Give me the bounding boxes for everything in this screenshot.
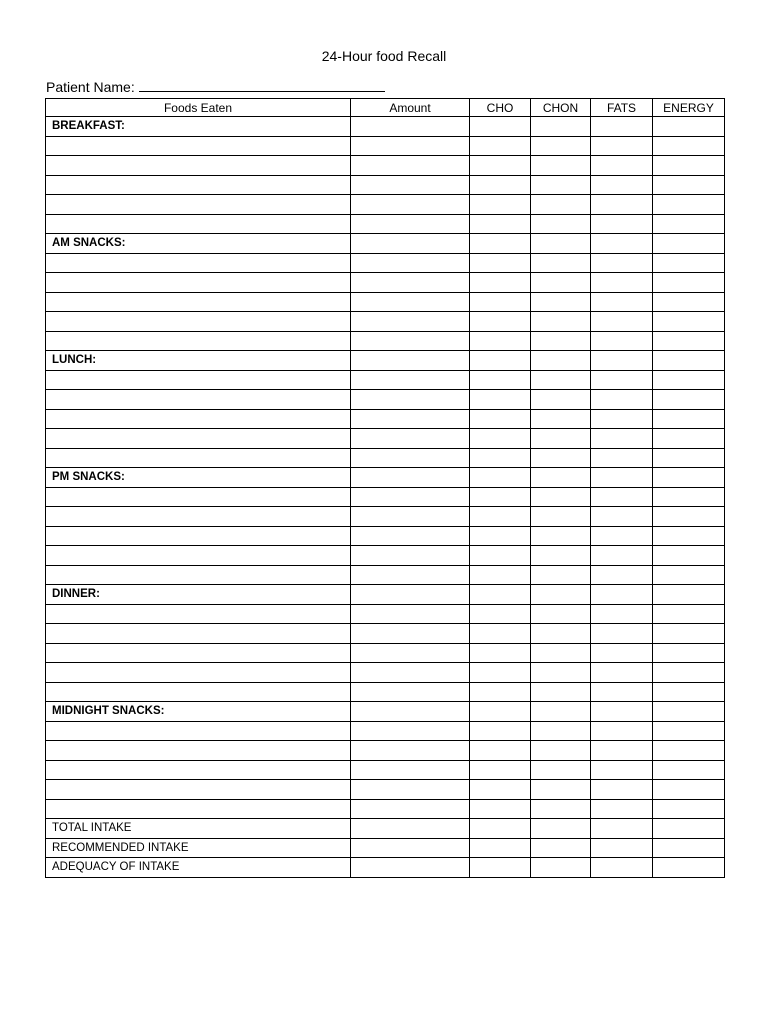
- cell-chon[interactable]: [531, 156, 591, 176]
- cell-chon[interactable]: [531, 331, 591, 351]
- cell-chon[interactable]: [531, 234, 591, 254]
- cell-fats[interactable]: [591, 390, 653, 410]
- cell-amount[interactable]: [351, 507, 470, 527]
- cell-amount[interactable]: [351, 819, 470, 839]
- cell-chon[interactable]: [531, 175, 591, 195]
- cell-chon[interactable]: [531, 858, 591, 878]
- patient-name-row: [46, 77, 385, 97]
- table-row: [46, 175, 725, 195]
- cell-foods-eaten[interactable]: [46, 331, 351, 351]
- table-row: [46, 448, 725, 468]
- cell-fats[interactable]: [591, 136, 653, 156]
- cell-energy[interactable]: [653, 195, 725, 215]
- cell-fats[interactable]: [591, 526, 653, 546]
- cell-cho[interactable]: [470, 487, 531, 507]
- cell-amount[interactable]: [351, 858, 470, 878]
- table-row: [46, 624, 725, 644]
- cell-cho[interactable]: [470, 643, 531, 663]
- cell-amount[interactable]: [351, 175, 470, 195]
- cell-cho[interactable]: [470, 741, 531, 761]
- cell-energy[interactable]: [653, 468, 725, 488]
- cell-amount[interactable]: [351, 546, 470, 566]
- cell-cho[interactable]: [470, 253, 531, 273]
- cell-foods-eaten[interactable]: [46, 448, 351, 468]
- cell-amount[interactable]: [351, 780, 470, 800]
- table-row: [46, 780, 725, 800]
- cell-cho[interactable]: [470, 682, 531, 702]
- cell-energy[interactable]: [653, 682, 725, 702]
- cell-chon[interactable]: [531, 585, 591, 605]
- cell-foods-eaten[interactable]: [46, 741, 351, 761]
- cell-fats[interactable]: [591, 643, 653, 663]
- cell-amount[interactable]: [351, 487, 470, 507]
- document-title: 24-Hour food Recall: [321, 48, 447, 64]
- cell-cho[interactable]: [470, 702, 531, 722]
- cell-fats[interactable]: [591, 409, 653, 429]
- cell-cho[interactable]: [470, 312, 531, 332]
- cell-foods-eaten[interactable]: [46, 273, 351, 293]
- cell-cho[interactable]: [470, 838, 531, 858]
- cell-foods-eaten[interactable]: [46, 370, 351, 390]
- cell-cho[interactable]: [470, 234, 531, 254]
- cell-fats[interactable]: [591, 331, 653, 351]
- cell-amount[interactable]: [351, 663, 470, 683]
- cell-fats[interactable]: [591, 702, 653, 722]
- cell-cho[interactable]: [470, 858, 531, 878]
- cell-cho[interactable]: [470, 565, 531, 585]
- cell-amount[interactable]: [351, 741, 470, 761]
- column-header-fats: FATS: [591, 99, 653, 117]
- cell-energy[interactable]: [653, 741, 725, 761]
- cell-fats[interactable]: [591, 507, 653, 527]
- table-row: [46, 604, 725, 624]
- cell-energy[interactable]: [653, 351, 725, 371]
- cell-fats[interactable]: [591, 663, 653, 683]
- cell-amount[interactable]: [351, 156, 470, 176]
- section-row: [46, 702, 725, 722]
- cell-fats[interactable]: [591, 234, 653, 254]
- cell-cho[interactable]: [470, 624, 531, 644]
- cell-fats[interactable]: [591, 741, 653, 761]
- cell-foods-eaten[interactable]: [46, 156, 351, 176]
- cell-chon[interactable]: [531, 546, 591, 566]
- patient-name-field[interactable]: [139, 77, 385, 92]
- cell-chon[interactable]: [531, 643, 591, 663]
- section-row: [46, 468, 725, 488]
- cell-chon[interactable]: [531, 351, 591, 371]
- total-row: [46, 819, 725, 839]
- cell-fats[interactable]: [591, 604, 653, 624]
- table-row: [46, 429, 725, 449]
- cell-amount[interactable]: [351, 312, 470, 332]
- cell-energy[interactable]: [653, 624, 725, 644]
- cell-fats[interactable]: [591, 624, 653, 644]
- cell-foods-eaten[interactable]: [46, 195, 351, 215]
- cell-fats[interactable]: [591, 214, 653, 234]
- table-row: [46, 507, 725, 527]
- table-row: [46, 370, 725, 390]
- table-body: [46, 117, 725, 878]
- cell-chon[interactable]: [531, 624, 591, 644]
- cell-cho[interactable]: [470, 214, 531, 234]
- total-row: [46, 838, 725, 858]
- cell-cho[interactable]: [470, 351, 531, 371]
- cell-amount[interactable]: [351, 565, 470, 585]
- cell-fats[interactable]: [591, 546, 653, 566]
- table-row: [46, 721, 725, 741]
- section-row: [46, 351, 725, 371]
- cell-energy[interactable]: [653, 292, 725, 312]
- cell-cho[interactable]: [470, 663, 531, 683]
- cell-chon[interactable]: [531, 409, 591, 429]
- cell-foods-eaten[interactable]: [46, 526, 351, 546]
- cell-fats[interactable]: [591, 565, 653, 585]
- cell-energy[interactable]: [653, 409, 725, 429]
- cell-energy[interactable]: [653, 546, 725, 566]
- section-label: BREAKFAST:: [46, 117, 351, 137]
- cell-fats[interactable]: [591, 780, 653, 800]
- table-row: [46, 799, 725, 819]
- cell-chon[interactable]: [531, 760, 591, 780]
- table-row: [46, 253, 725, 273]
- cell-chon[interactable]: [531, 117, 591, 137]
- cell-chon[interactable]: [531, 487, 591, 507]
- cell-cho[interactable]: [470, 273, 531, 293]
- cell-amount[interactable]: [351, 390, 470, 410]
- cell-fats[interactable]: [591, 292, 653, 312]
- cell-amount[interactable]: [351, 760, 470, 780]
- column-header-amount: Amount: [351, 99, 470, 117]
- cell-energy[interactable]: [653, 156, 725, 176]
- cell-energy[interactable]: [653, 604, 725, 624]
- cell-foods-eaten[interactable]: [46, 663, 351, 683]
- section-row: [46, 585, 725, 605]
- cell-foods-eaten[interactable]: [46, 760, 351, 780]
- cell-chon[interactable]: [531, 273, 591, 293]
- cell-cho[interactable]: [470, 468, 531, 488]
- cell-energy[interactable]: [653, 175, 725, 195]
- cell-energy[interactable]: [653, 760, 725, 780]
- total-row-label: ADEQUACY OF INTAKE: [46, 858, 351, 878]
- cell-cho[interactable]: [470, 409, 531, 429]
- cell-amount[interactable]: [351, 721, 470, 741]
- cell-foods-eaten[interactable]: [46, 409, 351, 429]
- cell-foods-eaten[interactable]: [46, 780, 351, 800]
- table-row: [46, 760, 725, 780]
- cell-fats[interactable]: [591, 253, 653, 273]
- cell-chon[interactable]: [531, 292, 591, 312]
- cell-chon[interactable]: [531, 526, 591, 546]
- cell-chon[interactable]: [531, 799, 591, 819]
- column-header-foods-eaten: Foods Eaten: [46, 99, 351, 117]
- cell-cho[interactable]: [470, 331, 531, 351]
- cell-cho[interactable]: [470, 117, 531, 137]
- cell-fats[interactable]: [591, 312, 653, 332]
- total-row-label: RECOMMENDED INTAKE: [46, 838, 351, 858]
- cell-energy[interactable]: [653, 721, 725, 741]
- section-label: MIDNIGHT SNACKS:: [46, 702, 351, 722]
- table-row: [46, 487, 725, 507]
- cell-energy[interactable]: [653, 390, 725, 410]
- cell-cho[interactable]: [470, 136, 531, 156]
- cell-amount[interactable]: [351, 585, 470, 605]
- cell-energy[interactable]: [653, 702, 725, 722]
- cell-energy[interactable]: [653, 253, 725, 273]
- cell-chon[interactable]: [531, 390, 591, 410]
- cell-amount[interactable]: [351, 604, 470, 624]
- cell-fats[interactable]: [591, 819, 653, 839]
- cell-amount[interactable]: [351, 468, 470, 488]
- cell-energy[interactable]: [653, 526, 725, 546]
- cell-cho[interactable]: [470, 156, 531, 176]
- table-row: [46, 565, 725, 585]
- cell-fats[interactable]: [591, 799, 653, 819]
- table-row: [46, 214, 725, 234]
- cell-amount[interactable]: [351, 526, 470, 546]
- cell-amount[interactable]: [351, 117, 470, 137]
- cell-chon[interactable]: [531, 838, 591, 858]
- table-row: [46, 273, 725, 293]
- total-row-label: TOTAL INTAKE: [46, 819, 351, 839]
- cell-foods-eaten[interactable]: [46, 214, 351, 234]
- table-row: [46, 136, 725, 156]
- table-row: [46, 526, 725, 546]
- cell-foods-eaten[interactable]: [46, 390, 351, 410]
- cell-chon[interactable]: [531, 448, 591, 468]
- cell-chon[interactable]: [531, 214, 591, 234]
- cell-amount[interactable]: [351, 429, 470, 449]
- table-row: [46, 682, 725, 702]
- section-label: PM SNACKS:: [46, 468, 351, 488]
- cell-fats[interactable]: [591, 117, 653, 137]
- table-row: [46, 331, 725, 351]
- cell-fats[interactable]: [591, 721, 653, 741]
- cell-amount[interactable]: [351, 799, 470, 819]
- cell-energy[interactable]: [653, 507, 725, 527]
- cell-amount[interactable]: [351, 351, 470, 371]
- cell-amount[interactable]: [351, 370, 470, 390]
- cell-chon[interactable]: [531, 429, 591, 449]
- cell-amount[interactable]: [351, 682, 470, 702]
- cell-foods-eaten[interactable]: [46, 565, 351, 585]
- cell-fats[interactable]: [591, 429, 653, 449]
- cell-cho[interactable]: [470, 546, 531, 566]
- cell-cho[interactable]: [470, 799, 531, 819]
- cell-fats[interactable]: [591, 760, 653, 780]
- cell-energy[interactable]: [653, 819, 725, 839]
- cell-energy[interactable]: [653, 799, 725, 819]
- table-header-row: [46, 99, 725, 117]
- cell-energy[interactable]: [653, 234, 725, 254]
- cell-foods-eaten[interactable]: [46, 604, 351, 624]
- cell-fats[interactable]: [591, 448, 653, 468]
- cell-fats[interactable]: [591, 682, 653, 702]
- cell-amount[interactable]: [351, 195, 470, 215]
- cell-energy[interactable]: [653, 585, 725, 605]
- table-row: [46, 643, 725, 663]
- cell-chon[interactable]: [531, 312, 591, 332]
- table-row: [46, 195, 725, 215]
- cell-foods-eaten[interactable]: [46, 487, 351, 507]
- cell-foods-eaten[interactable]: [46, 175, 351, 195]
- cell-energy[interactable]: [653, 370, 725, 390]
- cell-chon[interactable]: [531, 195, 591, 215]
- cell-energy[interactable]: [653, 838, 725, 858]
- cell-energy[interactable]: [653, 663, 725, 683]
- cell-cho[interactable]: [470, 760, 531, 780]
- cell-foods-eaten[interactable]: [46, 507, 351, 527]
- cell-energy[interactable]: [653, 273, 725, 293]
- cell-cho[interactable]: [470, 175, 531, 195]
- cell-amount[interactable]: [351, 253, 470, 273]
- cell-cho[interactable]: [470, 604, 531, 624]
- cell-chon[interactable]: [531, 370, 591, 390]
- cell-fats[interactable]: [591, 468, 653, 488]
- cell-cho[interactable]: [470, 292, 531, 312]
- section-row: [46, 234, 725, 254]
- cell-foods-eaten[interactable]: [46, 546, 351, 566]
- cell-fats[interactable]: [591, 273, 653, 293]
- cell-chon[interactable]: [531, 741, 591, 761]
- table-row: [46, 741, 725, 761]
- cell-amount[interactable]: [351, 838, 470, 858]
- cell-foods-eaten[interactable]: [46, 292, 351, 312]
- cell-fats[interactable]: [591, 351, 653, 371]
- table-row: [46, 156, 725, 176]
- cell-amount[interactable]: [351, 214, 470, 234]
- food-recall-table: [45, 98, 725, 878]
- table-row: [46, 312, 725, 332]
- cell-foods-eaten[interactable]: [46, 429, 351, 449]
- cell-foods-eaten[interactable]: [46, 643, 351, 663]
- cell-energy[interactable]: [653, 136, 725, 156]
- cell-amount[interactable]: [351, 292, 470, 312]
- table-row: [46, 292, 725, 312]
- cell-cho[interactable]: [470, 585, 531, 605]
- cell-chon[interactable]: [531, 721, 591, 741]
- cell-energy[interactable]: [653, 312, 725, 332]
- column-header-cho: CHO: [470, 99, 531, 117]
- cell-fats[interactable]: [591, 195, 653, 215]
- cell-foods-eaten[interactable]: [46, 136, 351, 156]
- cell-chon[interactable]: [531, 663, 591, 683]
- cell-amount[interactable]: [351, 448, 470, 468]
- table-row: [46, 409, 725, 429]
- cell-amount[interactable]: [351, 409, 470, 429]
- table-row: [46, 546, 725, 566]
- cell-energy[interactable]: [653, 214, 725, 234]
- column-header-energy: ENERGY: [653, 99, 725, 117]
- cell-amount[interactable]: [351, 136, 470, 156]
- cell-energy[interactable]: [653, 429, 725, 449]
- cell-fats[interactable]: [591, 370, 653, 390]
- cell-chon[interactable]: [531, 819, 591, 839]
- cell-amount[interactable]: [351, 643, 470, 663]
- cell-fats[interactable]: [591, 585, 653, 605]
- cell-amount[interactable]: [351, 624, 470, 644]
- cell-energy[interactable]: [653, 780, 725, 800]
- cell-cho[interactable]: [470, 819, 531, 839]
- cell-fats[interactable]: [591, 838, 653, 858]
- cell-cho[interactable]: [470, 390, 531, 410]
- section-row: [46, 117, 725, 137]
- cell-chon[interactable]: [531, 253, 591, 273]
- cell-cho[interactable]: [470, 526, 531, 546]
- cell-foods-eaten[interactable]: [46, 312, 351, 332]
- cell-cho[interactable]: [470, 721, 531, 741]
- cell-chon[interactable]: [531, 702, 591, 722]
- cell-foods-eaten[interactable]: [46, 799, 351, 819]
- cell-foods-eaten[interactable]: [46, 721, 351, 741]
- cell-chon[interactable]: [531, 565, 591, 585]
- cell-energy[interactable]: [653, 448, 725, 468]
- cell-amount[interactable]: [351, 273, 470, 293]
- section-label: AM SNACKS:: [46, 234, 351, 254]
- table-row: [46, 663, 725, 683]
- cell-amount[interactable]: [351, 331, 470, 351]
- cell-cho[interactable]: [470, 448, 531, 468]
- cell-fats[interactable]: [591, 156, 653, 176]
- cell-chon[interactable]: [531, 468, 591, 488]
- cell-energy[interactable]: [653, 117, 725, 137]
- cell-energy[interactable]: [653, 643, 725, 663]
- cell-chon[interactable]: [531, 780, 591, 800]
- cell-energy[interactable]: [653, 565, 725, 585]
- cell-energy[interactable]: [653, 858, 725, 878]
- cell-chon[interactable]: [531, 136, 591, 156]
- cell-fats[interactable]: [591, 858, 653, 878]
- column-header-chon: CHON: [531, 99, 591, 117]
- cell-cho[interactable]: [470, 370, 531, 390]
- cell-amount[interactable]: [351, 702, 470, 722]
- cell-fats[interactable]: [591, 175, 653, 195]
- table-row: [46, 390, 725, 410]
- total-row: [46, 858, 725, 878]
- cell-chon[interactable]: [531, 604, 591, 624]
- cell-foods-eaten[interactable]: [46, 682, 351, 702]
- cell-foods-eaten[interactable]: [46, 624, 351, 644]
- section-label: DINNER:: [46, 585, 351, 605]
- cell-cho[interactable]: [470, 195, 531, 215]
- cell-cho[interactable]: [470, 507, 531, 527]
- cell-foods-eaten[interactable]: [46, 253, 351, 273]
- cell-energy[interactable]: [653, 487, 725, 507]
- patient-name-label: Patient Name:: [46, 79, 135, 95]
- cell-amount[interactable]: [351, 234, 470, 254]
- cell-chon[interactable]: [531, 682, 591, 702]
- cell-chon[interactable]: [531, 507, 591, 527]
- cell-cho[interactable]: [470, 429, 531, 449]
- cell-energy[interactable]: [653, 331, 725, 351]
- cell-fats[interactable]: [591, 487, 653, 507]
- section-label: LUNCH:: [46, 351, 351, 371]
- cell-cho[interactable]: [470, 780, 531, 800]
